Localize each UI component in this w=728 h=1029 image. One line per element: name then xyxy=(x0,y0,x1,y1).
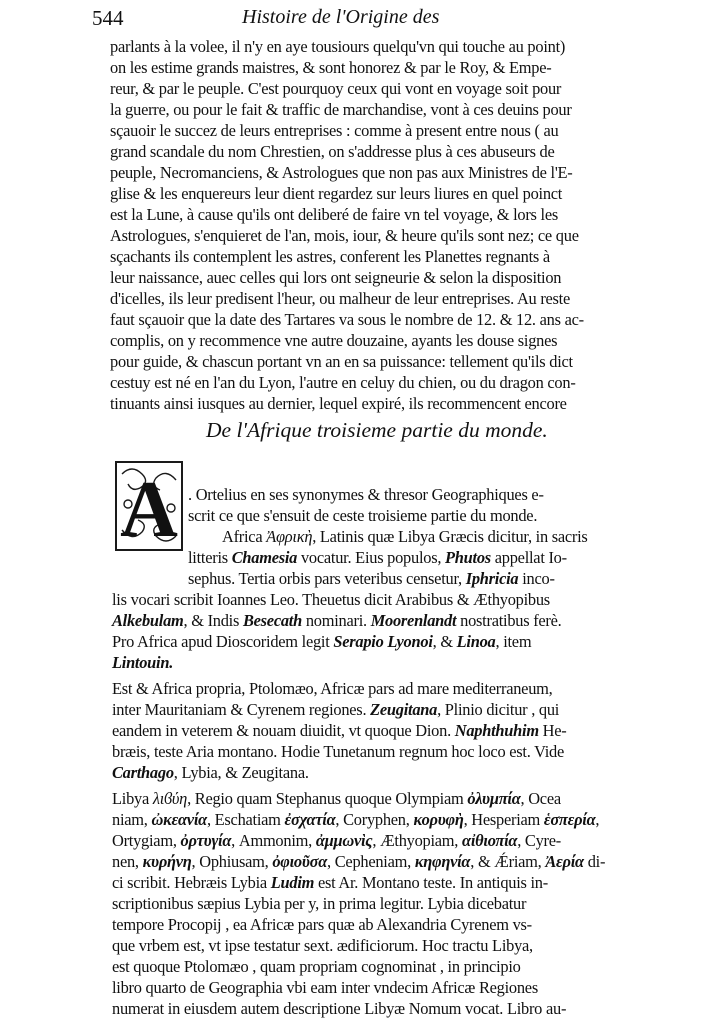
body-line: la guerre, ou pour le fait & traffic de marchandise, vont à ces deuins pour xyxy=(110,100,572,119)
page-number: 544 xyxy=(92,6,124,30)
body-line: grand scandale du nom Chrestien, on s'addresse plus à ces abuseurs de xyxy=(110,142,555,161)
body-line: tempore Procopij , ea Africæ pars quæ ab Alexandria Cyrenem vs- xyxy=(112,915,532,934)
body-line: est la Lune, à cause qu'ils ont deliberé de faire vn tel voyage, & lors les xyxy=(110,205,558,224)
body-line: cestuy est né en l'an du Lyon, l'autre en celuy du chien, ou du dragon con- xyxy=(110,373,576,392)
body-line: Lintouin. xyxy=(112,653,174,672)
body-line: bræis, teste Aria montano. Hodie Tunetanum regnum hoc loco est. Vide xyxy=(112,742,564,761)
body-line: Alkebulam, & Indis Besecath nominari. Moorenlandt nostratibus ferè. xyxy=(112,611,562,630)
body-line: Libya λιϐύη, Regio quam Stephanus quoque Olympiam ὀλυμπία, Ocea xyxy=(112,789,561,808)
body-line: numerat in eiusdem autem descriptione Libyæ Nomum vocat. Libro au- xyxy=(112,999,567,1018)
body-line: sçachants ils contemplent les astres, conferent les Planettes regnants à xyxy=(110,247,550,266)
body-line: peuple, Necromanciens, & Astrologues que non pas aux Ministres de l'E- xyxy=(110,163,573,182)
body-line: Carthago, Lybia, & Zeugitana. xyxy=(112,763,309,782)
body-line: scrit ce que s'ensuit de ceste troisieme partie du monde. xyxy=(188,506,538,525)
decorated-initial-a xyxy=(114,460,184,552)
section-heading: De l'Afrique troisieme partie du monde. xyxy=(206,418,548,442)
body-line: parlants à la volee, il n'y en aye tousiours quelqu'vn qui touche au point) xyxy=(110,37,566,56)
svg-text:A: A xyxy=(120,466,178,552)
body-line: scriptionibus sæpius Lybia per y, in prima legitur. Lybia dicebatur xyxy=(112,894,527,913)
body-line: inter Mauritaniam & Cyrenem regiones. Zeugitana, Plinio dicitur , qui xyxy=(112,700,560,719)
body-line: d'icelles, ils leur predisent l'heur, ou malheur de leur entreprises. Au reste xyxy=(110,289,571,308)
body-line: faut sçauoir que la date des Tartares va sous le nombre de 12. & 12. ans ac- xyxy=(110,310,584,329)
body-line: Africa Ἀφρικὴ, Latinis quæ Libya Græcis dicitur, in sacris xyxy=(222,527,588,546)
body-line: pour guide, & chascun portant vn an en sa puissance: tellement qu'ils dict xyxy=(110,352,573,371)
body-line: on les estime grands maistres, & sont honorez & par le Roy, & Empe- xyxy=(110,58,552,77)
body-line: leur naissance, auec celles qui lors ont seigneurie & selon la disposition xyxy=(110,268,562,287)
body-line: sephus. Tertia orbis pars veteribus censetur, Iphricia inco- xyxy=(188,569,555,588)
body-line: reur, & par le peuple. C'est pourquoy ceux qui vont en voyage soit pour xyxy=(110,79,562,98)
body-line: niam, ὠκεανία, Eschatiam ἐσχατία, Coryphen, κορυφὴ, Hesperiam ἑσπερία, xyxy=(112,810,600,829)
body-line: complis, on y recommence vne autre douzaine, ayants les douse signes xyxy=(110,331,558,350)
body-line: Pro Africa apud Dioscoridem legit Serapio Lyonoi, & Linoa, item xyxy=(112,632,532,651)
body-line: lis vocari scribit Ioannes Leo. Theuetus dicit Arabibus & Æthyopibus xyxy=(112,590,550,609)
body-line: sçauoir le succez de leurs entreprises : comme à present entre nous ( au xyxy=(110,121,559,140)
body-line: . Ortelius en ses synonymes & thresor Geographiques e- xyxy=(188,485,544,504)
body-line: nen, κυρήνη, Ophiusam, ὀφιοῦσα, Cepheniam, κηφηνία, & Ǽriam, Ἀερία di- xyxy=(112,852,606,871)
running-title: Histoire de l'Origine des xyxy=(242,6,440,28)
body-line: que vrbem est, vt ipse testatur sext. ædificiorum. Hoc tractu Libya, xyxy=(112,936,533,955)
body-line: ci scribit. Hebræis Lybia Ludim est Ar. Montano teste. In antiquis in- xyxy=(112,873,548,892)
body-line: tinuants ainsi iusques au dernier, lequel expiré, ils recommencent encore xyxy=(110,394,567,413)
body-line: litteris Chamesia vocatur. Eius populos, Phutos appellat Io- xyxy=(188,548,567,567)
running-head xyxy=(92,4,622,34)
body-line: Est & Africa propria, Ptolomæo, Africæ pars ad mare mediterraneum, xyxy=(112,679,553,698)
body-line: Astrologues, s'enquieret de l'an, mois, iour, & heure qu'ils sont nez; ce que xyxy=(110,226,579,245)
body-line: est quoque Ptolomæo , quam propriam cognominat , in principio xyxy=(112,957,521,976)
body-line: Ortygiam, ὀρτυγία, Ammonim, ἀμμωνὶς, Æthyopiam, αἰθιοπία, Cyre- xyxy=(112,831,561,850)
body-line: eandem in veterem & nouam diuidit, vt quoque Dion. Naphthuhim He- xyxy=(112,721,567,740)
body-line: libro quarto de Geographia vbi eam inter vndecim Africæ Regiones xyxy=(112,978,538,997)
body-line: glise & les enquereurs leur dient regardez sur leurs liures en quel poinct xyxy=(110,184,563,203)
